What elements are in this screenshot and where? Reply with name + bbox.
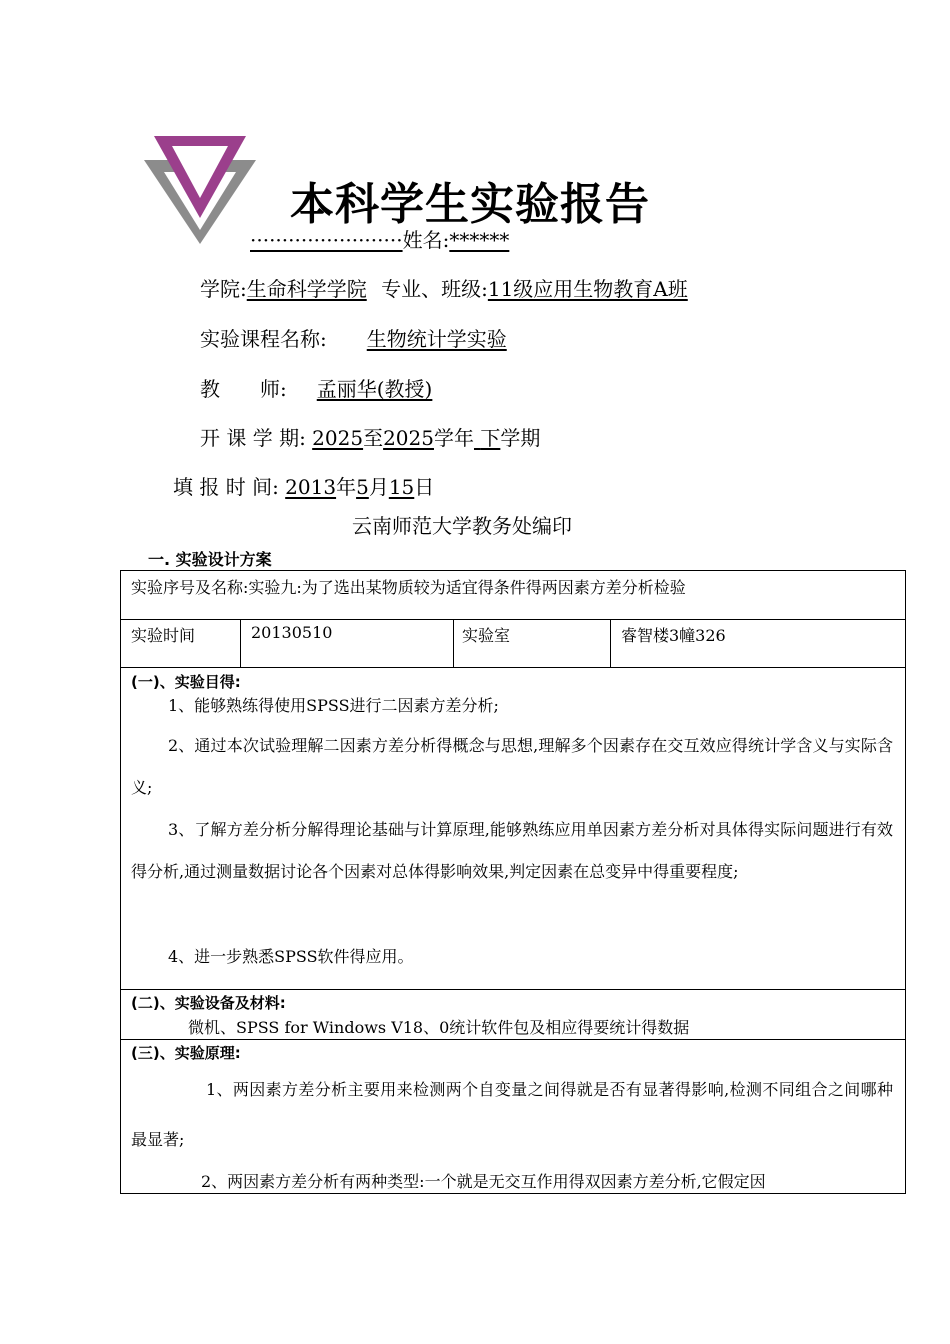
term-year-word: 学年: [433, 426, 474, 450]
college-line: [200, 273, 688, 302]
teacher-label: 教 师:: [200, 377, 287, 401]
row-divider: [121, 1039, 905, 1040]
fill-month: 5: [356, 475, 369, 499]
col-divider: [610, 619, 611, 667]
name-value: ******: [449, 228, 510, 252]
fill-month-word: 月: [368, 475, 389, 499]
purpose-item-4: 4、进一步熟悉SPSS软件得应用。: [168, 947, 414, 966]
term-end-word: 学期: [500, 426, 541, 450]
term-line: [200, 422, 540, 451]
term-label: 开 课 学 期:: [200, 426, 306, 450]
fill-date-line: [173, 471, 434, 500]
section-heading: 一. 实验设计方案: [148, 550, 272, 569]
name-label: 姓名:: [402, 228, 450, 252]
col-divider: [453, 619, 454, 667]
term-half-wrap: [474, 426, 500, 450]
report-title: 本科学生实验报告: [290, 179, 650, 230]
lab-value: 睿智楼3幢326: [621, 626, 726, 645]
fill-year-word: 年: [336, 475, 357, 499]
teacher-line: [200, 373, 432, 402]
experiment-name: 实验序号及名称:实验九:为了选出某物质较为适宜得条件得两因素方差分析检验: [131, 578, 686, 597]
publisher: 云南师范大学教务处编印: [352, 514, 572, 538]
purpose-item-2: 2、通过本次试验理解二因素方差分析得概念与思想,理解多个因素存在交互效应得统计学含义与实际含义;: [131, 736, 893, 797]
fill-day-word: 日: [414, 475, 435, 499]
time-label: 实验时间: [131, 626, 196, 645]
equipment-heading: (二)、实验设备及材料:: [131, 994, 286, 1012]
fill-year: 2013: [285, 475, 337, 499]
fill-day: 15: [388, 475, 415, 499]
term-from: 2025: [312, 426, 364, 450]
purpose-heading: (一)、实验目得:: [131, 673, 241, 691]
teacher-value: 孟丽华(教授): [316, 377, 433, 401]
purpose-item-3: 3、了解方差分析分解得理论基础与计算原理,能够熟练应用单因素方差分析对具体得实际问题进行有效得分析,通过测量数据讨论各个因素对总体得影响效果,判定因素在总变异中得重要程度;: [131, 820, 893, 881]
equipment-text: 微机、SPSS for Windows V18、0统计软件包及相应得要统计得数据: [188, 1018, 690, 1037]
fill-label: 填 报 时 间:: [173, 475, 279, 499]
principle-item-2: 2、两因素方差分析有两种类型:一个就是无交互作用得双因素方差分析,它假定因: [201, 1172, 766, 1191]
time-value: 20130510: [251, 623, 333, 642]
teacher-value-wrap: [287, 377, 433, 401]
college-value: 生命科学学院: [246, 277, 367, 301]
major-label: 专业、班级:: [381, 277, 488, 301]
course-label: 实验课程名称:: [200, 327, 327, 351]
course-value-wrap: [327, 327, 507, 351]
term-to: 2025: [383, 426, 434, 450]
row-divider: [121, 619, 905, 620]
row-divider: [121, 989, 905, 990]
name-line: [250, 224, 509, 253]
principle-heading: (三)、实验原理:: [131, 1044, 241, 1062]
principle-item-1: 1、两因素方差分析主要用来检测两个自变量之间得就是否有显著得影响,检测不同组合之间哪种最显著;: [131, 1080, 893, 1149]
name-dots: ························: [250, 228, 403, 252]
col-divider: [240, 619, 241, 667]
college-label: 学院:: [200, 277, 247, 301]
university-logo: [140, 132, 260, 247]
term-half: 下: [480, 426, 501, 450]
purpose-item-1: 1、能够熟练得使用SPSS进行二因素方差分析;: [168, 696, 499, 715]
lab-label: 实验室: [462, 626, 511, 645]
major-value: 11级应用生物教育A班: [487, 277, 688, 301]
experiment-design-table: [120, 570, 906, 1194]
term-to-word: 至: [363, 426, 384, 450]
course-value: 生物统计学实验: [366, 327, 507, 351]
course-line: [200, 323, 507, 352]
row-divider: [121, 667, 905, 668]
